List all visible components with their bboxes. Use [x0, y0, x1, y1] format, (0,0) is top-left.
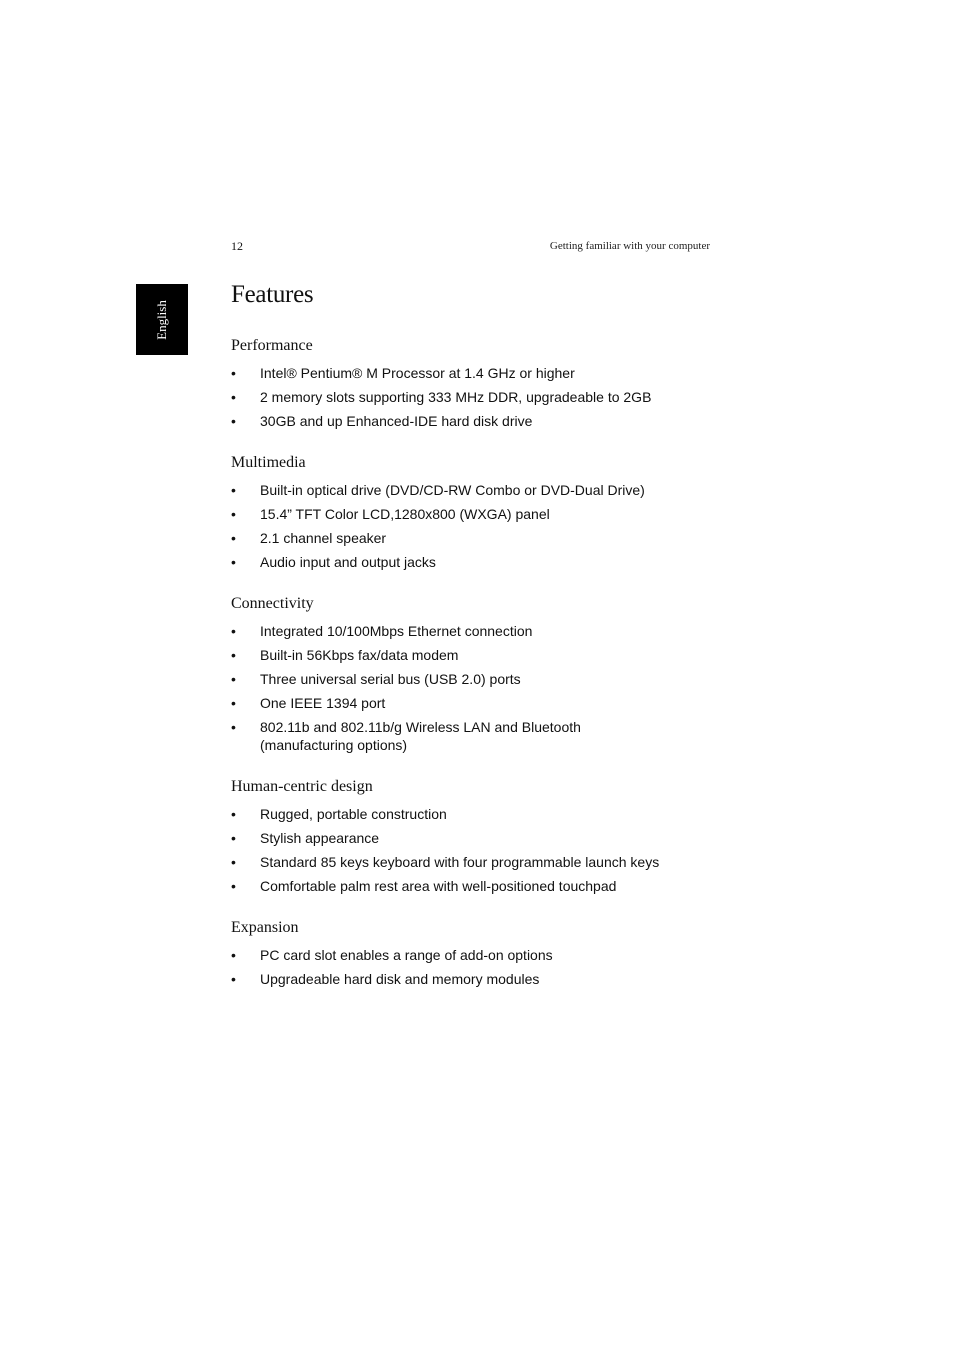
list-item: • 2 memory slots supporting 333 MHz DDR, upgradeable to 2GB [231, 389, 652, 405]
list-item: • Comfortable palm rest area with well-positioned touchpad [231, 878, 617, 894]
bullet-icon: • [231, 671, 236, 687]
list-item: • PC card slot enables a range of add-on options [231, 947, 553, 963]
section-heading-expansion: Expansion [231, 919, 299, 936]
section-heading-performance: Performance [231, 337, 313, 354]
bullet-icon: • [231, 389, 236, 405]
language-tab-label: English [154, 299, 169, 340]
bullet-icon: • [231, 506, 236, 522]
bullet-icon: • [231, 365, 236, 381]
bullet-list-connectivity [231, 622, 631, 760]
section-heading-human-centric-design: Human-centric design [231, 778, 373, 795]
running-header: Getting familiar with your computer [549, 240, 710, 252]
bullet-icon: • [231, 878, 236, 894]
page-number: 12 [231, 239, 243, 253]
bullet-list-performance [231, 364, 711, 436]
bullet-icon: • [231, 530, 236, 546]
list-item: • Stylish appearance [231, 830, 380, 846]
bullet-list-human-centric-design [231, 805, 711, 901]
bullet-icon: • [231, 971, 236, 987]
bullet-icon: • [231, 554, 236, 570]
section-heading-connectivity: Connectivity [231, 595, 314, 612]
language-tab [136, 284, 188, 355]
bullet-icon: • [231, 482, 236, 498]
bullet-icon: • [231, 806, 236, 822]
bullet-list-multimedia [231, 481, 711, 577]
list-item: • Rugged, portable construction [231, 806, 447, 822]
bullet-icon: • [231, 413, 236, 429]
list-item: • Intel® Pentium® M Processor at 1.4 GHz or higher [231, 365, 575, 381]
page-title: Features [231, 281, 314, 308]
section-heading-multimedia: Multimedia [231, 454, 306, 471]
bullet-icon: • [231, 854, 236, 870]
list-item: • Upgradeable hard disk and memory modules [231, 971, 540, 987]
bullet-icon: • [231, 830, 236, 846]
list-item: • Three universal serial bus (USB 2.0) ports [231, 671, 521, 687]
list-item: • Audio input and output jacks [231, 554, 436, 570]
list-item: • 30GB and up Enhanced-IDE hard disk drive [231, 413, 533, 429]
list-item: • Standard 85 keys keyboard with four programmable launch keys [231, 854, 660, 870]
list-item: • Built-in 56Kbps fax/data modem [231, 647, 459, 663]
list-item: • Integrated 10/100Mbps Ethernet connection [231, 623, 533, 639]
bullet-icon: • [231, 695, 236, 711]
list-item: • 2.1 channel speaker [231, 530, 387, 546]
bullet-icon: • [231, 947, 236, 963]
bullet-icon: • [231, 647, 236, 663]
bullet-icon: • [231, 719, 236, 735]
list-item: • One IEEE 1394 port [231, 695, 386, 711]
list-item: • 802.11b and 802.11b/g Wireless LAN and Bluetooth (manufacturing options) [231, 719, 581, 753]
bullet-icon: • [231, 623, 236, 639]
list-item: • Built-in optical drive (DVD/CD-RW Combo or DVD-Dual Drive) [231, 482, 645, 498]
list-item: • 15.4” TFT Color LCD,1280x800 (WXGA) panel [231, 506, 550, 522]
bullet-list-expansion [231, 946, 711, 994]
